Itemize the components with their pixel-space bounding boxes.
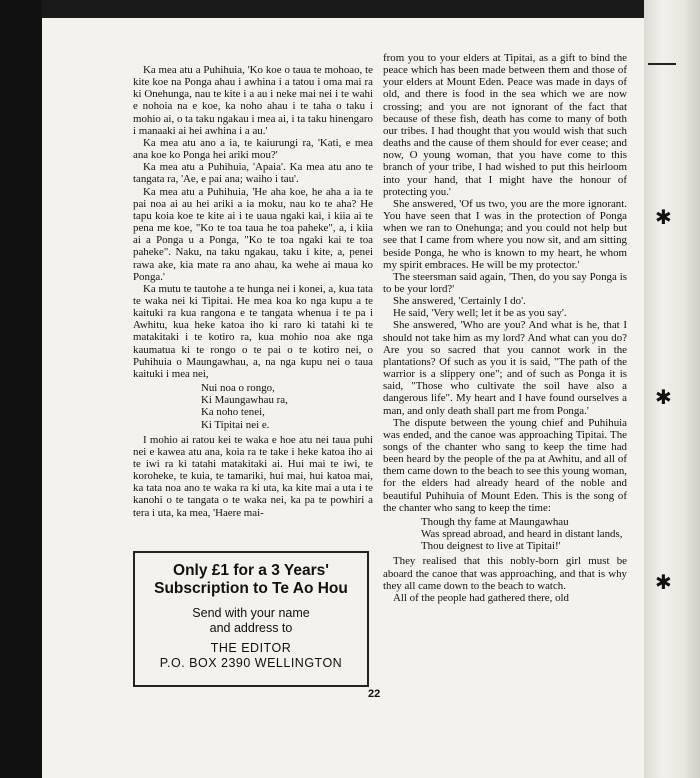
- advert-headline: Only £1 for a 3 Years': [173, 562, 329, 579]
- paragraph: She answered, 'Certainly I do'.: [393, 295, 526, 308]
- paragraph: Ka mutu te tautohe a te hunga nei i konei, a, kua tata te waka nei ki Tipitai. He mea koa ko nga kupu a te kaituki ra kua rangona e te tangata whenua i te pa i Awhitu, kua heke katoa iho ki raro ki tatahi ki te matakitaki i te kotiro ra, kua mohio noa ake nga kaumatua ki te rongo o te pai o te kotiro nei, o Puhihuia o Maungawhau, a, na nga kupu nei o taua kaituki i mea nei,: [133, 282, 373, 380]
- advert-headline: Subscription to Te Ao Hou: [154, 580, 348, 597]
- book-spine: [0, 0, 42, 778]
- paragraph: Ka mea atu ano a ia, te kaiurungi ra, 'Kati, e mea ana koe ko Ponga hei ariki mou?': [133, 136, 373, 162]
- verse-line: Ka noho tenei,: [201, 406, 265, 419]
- page-number: 22: [368, 688, 381, 700]
- verse-line: Was spread abroad, and heard in distant lands,: [421, 528, 623, 541]
- fern-ornament-icon: ✱: [655, 387, 672, 409]
- paragraph: Ka mea atu a Puhihuia, 'Ko koe o taua te mohoao, te kite koe na Ponga ahau i awhina i a tatou i oma mai ra ki Onehunga, nau te kite i a au i neke mai nei i te wahi e nohoia na e koe, ka noho ahau i te taha o taku i mohio ai, o ta taku ngakau i mea ai, i ta taku hinengaro i manaaki ai hei awhina i a au.': [133, 64, 373, 137]
- verse-line: Thou deignest to live at Tipitai!': [421, 540, 561, 553]
- paragraph: She answered, 'Who are you? And what is he, that I should not take him as my lord? And what can you do? Are you so sacred that you cannot work in the plantations? Of such as you it is said, "The path of the warrior is a slippery one"; and of such as Ponga it is said, "Those who cultivate the soil have also a dangerous life". My heart and I have found ourselves a man, and only death shall part me from Ponga.': [383, 319, 627, 417]
- paragraph: They realised that this nobly-born girl must be aboard the canoe that was approaching, and that is why they all came down to the beach to watch.: [383, 555, 627, 592]
- fern-ornament-icon: ✱: [655, 207, 672, 229]
- paragraph: from you to your elders at Tipitai, as a gift to bind the peace which has been made between them and those of your elders at Mount Eden. Peace was made in days of old, and there is food in the sea which we are now crossing; and you are not ignorant of the fact that because of these fish, death has come to many of both our tribes. I had thought that you would wish that such deaths and the cause of them should for ever cease; and now, O young woman, that you have come to this branch of your tribe, I had wished to put this heirloom into your hand, that I might have the honour of protecting you.': [383, 52, 627, 198]
- subscription-advert: [133, 551, 369, 687]
- paragraph: The steersman said again, 'Then, do you say Ponga is to be your lord?': [383, 270, 627, 295]
- paragraph: The dispute between the young chief and Puhihuia was ended, and the canoe was approaching Tipitai. The songs of the chanter who sang to keep the time had been heard by the people of the pa at Awhitu, and all of them came down to the beach to see this young woman, for the elders had already heard of the noble and beautiful Puhihuia of Mount Eden. This is the song of the chanter who sang to keep the time:: [383, 416, 627, 514]
- paragraph: He said, 'Very well; let it be as you say'.: [393, 307, 567, 320]
- paragraph: All of the people had gathered there, old: [393, 591, 569, 604]
- binding-mark: [648, 63, 676, 65]
- verse-line: Ki Maungawhau ra,: [201, 394, 288, 407]
- paragraph: Ka mea atu a Puhihuia, 'He aha koe, he aha a ia te pai noa ai au hei ariki a ia moku, nau ko te aha? He tapu koia koe te kite ai i te uaua ngaki kai, i kiia ai te pena me koe, "Ko te toa taua he toa paheke", a, i kiia ai a Ponga u a Ponga, "Ko te toa ngaki kai te toa paheke". Naku, na taku ngakau, taku i kite, a, penei rawa ake, kia mate ra ano ahau, ka wehe ai maua ko Ponga.': [133, 185, 373, 283]
- chant-verse: [201, 382, 373, 431]
- verse-line: Ki Tipitai nei e.: [201, 418, 270, 431]
- paragraph: Ka mea atu a Puhihuia, 'Apaia'. Ka mea atu ano te tangata ra, 'Ae, e pai ana; waiho i tau'.: [133, 161, 373, 186]
- advert-instruction: and address to: [209, 621, 293, 635]
- advert-addressee: THE EDITOR: [210, 641, 292, 655]
- paragraph: She answered, 'Of us two, you are the more ignorant. You have seen that I was in the protection of Ponga when we ran to Onehunga; and you could not help but see that I came from where you now sit, and am sitting beside Ponga, he who is known to my heart, he whom my spirit embraces. He will be my protector.': [383, 197, 627, 271]
- facing-page-edge: [644, 0, 700, 778]
- english-text-column: [383, 52, 627, 604]
- paragraph: I mohio ai ratou kei te waka e hoe atu nei taua puhi nei e kawea atu ana, koia ra te take i heke katoa iho ai te iwi ra ki tatahi matakitaki ai. Hui mai te iwi, te koroheke, te kuia, te tamariki, hui mai, hui katoa mai, ka tata noa ano te waka ra ki uta, ka kite mai a uta i te kanohi o te tangata o te waka nei, ka pa te powhiri a tera i uta, ka mea, 'Haere mai-: [133, 433, 373, 519]
- chant-verse: [421, 516, 627, 552]
- verse-line: Nui noa o rongo,: [201, 382, 275, 395]
- advert-po-box: P.O. BOX 2390 WELLINGTON: [159, 656, 343, 670]
- fern-ornament-icon: ✱: [655, 572, 672, 594]
- maori-text-column: [133, 64, 373, 519]
- verse-line: Though thy fame at Maungawhau: [421, 515, 569, 528]
- advert-instruction: Send with your name: [192, 606, 310, 620]
